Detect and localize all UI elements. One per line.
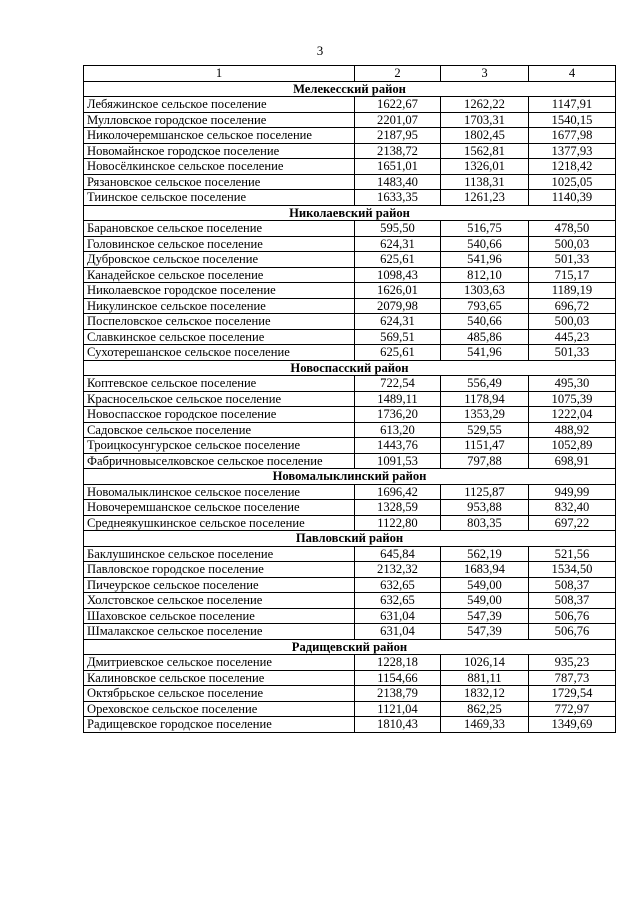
value-col-2: 1122,80 <box>355 515 441 531</box>
district-header-row <box>84 469 616 485</box>
district-name: Новоспасский район <box>84 360 616 376</box>
value-col-4: 478,50 <box>529 221 616 237</box>
value-col-4: 1222,04 <box>529 407 616 423</box>
value-col-4: 500,03 <box>529 236 616 252</box>
value-col-4: 1677,98 <box>529 128 616 144</box>
table-row <box>84 190 616 206</box>
value-col-2: 1810,43 <box>355 717 441 733</box>
district-name: Николаевский район <box>84 205 616 221</box>
value-col-2: 631,04 <box>355 624 441 640</box>
value-col-3: 1026,14 <box>441 655 529 671</box>
settlement-name: Новоспасское городское поселение <box>84 407 355 423</box>
table-row <box>84 577 616 593</box>
value-col-2: 2187,95 <box>355 128 441 144</box>
table-row <box>84 500 616 516</box>
settlement-name: Калиновское сельское поселение <box>84 670 355 686</box>
table-row <box>84 593 616 609</box>
value-col-4: 832,40 <box>529 500 616 516</box>
value-col-3: 1353,29 <box>441 407 529 423</box>
settlement-name: Тиинское сельское поселение <box>84 190 355 206</box>
value-col-3: 1125,87 <box>441 484 529 500</box>
table-row <box>84 624 616 640</box>
value-col-4: 698,91 <box>529 453 616 469</box>
value-col-4: 506,76 <box>529 624 616 640</box>
value-col-2: 1154,66 <box>355 670 441 686</box>
value-col-4: 715,17 <box>529 267 616 283</box>
settlement-name: Шмалакское сельское поселение <box>84 624 355 640</box>
value-col-3: 1138,31 <box>441 174 529 190</box>
value-col-3: 803,35 <box>441 515 529 531</box>
value-col-3: 1832,12 <box>441 686 529 702</box>
table-row <box>84 515 616 531</box>
value-col-4: 697,22 <box>529 515 616 531</box>
settlements-table <box>83 65 616 733</box>
settlement-name: Поспеловское сельское поселение <box>84 314 355 330</box>
value-col-2: 1483,40 <box>355 174 441 190</box>
table-row <box>84 686 616 702</box>
value-col-2: 1098,43 <box>355 267 441 283</box>
value-col-2: 1228,18 <box>355 655 441 671</box>
table-row <box>84 546 616 562</box>
value-col-2: 722,54 <box>355 376 441 392</box>
value-col-4: 1534,50 <box>529 562 616 578</box>
table-body <box>84 66 616 733</box>
table-header-row <box>84 66 616 82</box>
value-col-2: 1633,35 <box>355 190 441 206</box>
value-col-4: 1025,05 <box>529 174 616 190</box>
table-row <box>84 221 616 237</box>
district-name: Мелекесский район <box>84 81 616 97</box>
table-row <box>84 112 616 128</box>
value-col-4: 1218,42 <box>529 159 616 175</box>
settlement-name: Красносельское сельское поселение <box>84 391 355 407</box>
table-row <box>84 236 616 252</box>
settlement-name: Славкинское сельское поселение <box>84 329 355 345</box>
value-col-2: 1651,01 <box>355 159 441 175</box>
value-col-4: 1075,39 <box>529 391 616 407</box>
value-col-3: 547,39 <box>441 624 529 640</box>
district-name: Радищевский район <box>84 639 616 655</box>
settlement-name: Лебяжинское сельское поселение <box>84 97 355 113</box>
value-col-3: 540,66 <box>441 314 529 330</box>
value-col-3: 881,11 <box>441 670 529 686</box>
value-col-3: 549,00 <box>441 577 529 593</box>
value-col-3: 1469,33 <box>441 717 529 733</box>
settlement-name: Дмитриевское сельское поселение <box>84 655 355 671</box>
district-header-row <box>84 639 616 655</box>
value-col-3: 1802,45 <box>441 128 529 144</box>
value-col-3: 541,96 <box>441 252 529 268</box>
settlement-name: Рязановское сельское поселение <box>84 174 355 190</box>
value-col-3: 549,00 <box>441 593 529 609</box>
table-row <box>84 128 616 144</box>
table-row <box>84 391 616 407</box>
settlement-name: Новомалыклинское сельское поселение <box>84 484 355 500</box>
settlement-name: Холстовское сельское поселение <box>84 593 355 609</box>
table-row <box>84 283 616 299</box>
value-col-3: 562,19 <box>441 546 529 562</box>
value-col-3: 556,49 <box>441 376 529 392</box>
table-row <box>84 298 616 314</box>
settlement-name: Шаховское сельское поселение <box>84 608 355 624</box>
settlement-name: Новосёлкинское сельское поселение <box>84 159 355 175</box>
value-col-4: 1540,15 <box>529 112 616 128</box>
settlement-name: Мулловское городское поселение <box>84 112 355 128</box>
table-row <box>84 655 616 671</box>
column-header: 2 <box>355 66 441 82</box>
column-header: 1 <box>84 66 355 82</box>
value-col-2: 613,20 <box>355 422 441 438</box>
settlement-name: Никулинское сельское поселение <box>84 298 355 314</box>
value-col-4: 506,76 <box>529 608 616 624</box>
table-row <box>84 670 616 686</box>
value-col-4: 445,23 <box>529 329 616 345</box>
value-col-3: 1151,47 <box>441 438 529 454</box>
table-row <box>84 345 616 361</box>
value-col-2: 1489,11 <box>355 391 441 407</box>
value-col-4: 1729,54 <box>529 686 616 702</box>
value-col-2: 1736,20 <box>355 407 441 423</box>
value-col-2: 625,61 <box>355 345 441 361</box>
value-col-3: 1326,01 <box>441 159 529 175</box>
value-col-3: 547,39 <box>441 608 529 624</box>
value-col-3: 793,65 <box>441 298 529 314</box>
value-col-4: 935,23 <box>529 655 616 671</box>
settlement-name: Канадейское сельское поселение <box>84 267 355 283</box>
value-col-4: 696,72 <box>529 298 616 314</box>
district-header-row <box>84 205 616 221</box>
column-header: 3 <box>441 66 529 82</box>
value-col-4: 787,73 <box>529 670 616 686</box>
table-row <box>84 438 616 454</box>
value-col-3: 797,88 <box>441 453 529 469</box>
value-col-2: 1696,42 <box>355 484 441 500</box>
value-col-3: 541,96 <box>441 345 529 361</box>
value-col-4: 949,99 <box>529 484 616 500</box>
value-col-4: 500,03 <box>529 314 616 330</box>
value-col-3: 953,88 <box>441 500 529 516</box>
table-row <box>84 422 616 438</box>
settlement-name: Сухотерешанское сельское поселение <box>84 345 355 361</box>
table-row <box>84 608 616 624</box>
table-row <box>84 407 616 423</box>
value-col-3: 862,25 <box>441 701 529 717</box>
settlement-name: Павловское городское поселение <box>84 562 355 578</box>
value-col-3: 1178,94 <box>441 391 529 407</box>
value-col-2: 1626,01 <box>355 283 441 299</box>
table-row <box>84 314 616 330</box>
value-col-2: 595,50 <box>355 221 441 237</box>
value-col-2: 645,84 <box>355 546 441 562</box>
settlement-name: Николаевское городское поселение <box>84 283 355 299</box>
value-col-3: 1562,81 <box>441 143 529 159</box>
district-name: Новомалыклинский район <box>84 469 616 485</box>
table-row <box>84 159 616 175</box>
value-col-2: 569,51 <box>355 329 441 345</box>
value-col-2: 2138,72 <box>355 143 441 159</box>
settlement-name: Пичеурское сельское поселение <box>84 577 355 593</box>
district-header-row <box>84 360 616 376</box>
value-col-4: 1349,69 <box>529 717 616 733</box>
value-col-4: 495,30 <box>529 376 616 392</box>
district-header-row <box>84 531 616 547</box>
value-col-2: 624,31 <box>355 314 441 330</box>
table-row <box>84 484 616 500</box>
table-row <box>84 329 616 345</box>
value-col-2: 1121,04 <box>355 701 441 717</box>
value-col-4: 1052,89 <box>529 438 616 454</box>
value-col-2: 1328,59 <box>355 500 441 516</box>
table-row <box>84 562 616 578</box>
value-col-4: 508,37 <box>529 593 616 609</box>
value-col-3: 1703,31 <box>441 112 529 128</box>
district-name: Павловский район <box>84 531 616 547</box>
value-col-2: 2138,79 <box>355 686 441 702</box>
value-col-2: 632,65 <box>355 577 441 593</box>
value-col-3: 529,55 <box>441 422 529 438</box>
value-col-2: 1091,53 <box>355 453 441 469</box>
value-col-3: 1261,23 <box>441 190 529 206</box>
value-col-4: 772,97 <box>529 701 616 717</box>
value-col-2: 625,61 <box>355 252 441 268</box>
value-col-2: 624,31 <box>355 236 441 252</box>
value-col-4: 488,92 <box>529 422 616 438</box>
settlement-name: Радищевское городское поселение <box>84 717 355 733</box>
value-col-3: 1683,94 <box>441 562 529 578</box>
table-row <box>84 143 616 159</box>
value-col-3: 485,86 <box>441 329 529 345</box>
district-header-row <box>84 81 616 97</box>
settlement-name: Николочеремшанское сельское поселение <box>84 128 355 144</box>
table-row <box>84 717 616 733</box>
settlement-name: Новочеремшанское сельское поселение <box>84 500 355 516</box>
page-number: 3 <box>316 43 324 58</box>
value-col-2: 631,04 <box>355 608 441 624</box>
settlement-name: Фабричновыселковское сельское поселение <box>84 453 355 469</box>
table-row <box>84 376 616 392</box>
settlement-name: Среднеякушкинское сельское поселение <box>84 515 355 531</box>
value-col-3: 516,75 <box>441 221 529 237</box>
settlement-name: Садовское сельское поселение <box>84 422 355 438</box>
value-col-2: 632,65 <box>355 593 441 609</box>
table-row <box>84 97 616 113</box>
value-col-2: 2201,07 <box>355 112 441 128</box>
value-col-3: 540,66 <box>441 236 529 252</box>
settlement-name: Ореховское сельское поселение <box>84 701 355 717</box>
settlement-name: Коптевское сельское поселение <box>84 376 355 392</box>
table-row <box>84 252 616 268</box>
settlement-name: Головинское сельское поселение <box>84 236 355 252</box>
value-col-3: 812,10 <box>441 267 529 283</box>
settlement-name: Октябрьское сельское поселение <box>84 686 355 702</box>
value-col-4: 1377,93 <box>529 143 616 159</box>
value-col-4: 501,33 <box>529 252 616 268</box>
settlement-name: Троицкосунгурское сельское поселение <box>84 438 355 454</box>
table-row <box>84 453 616 469</box>
table-row <box>84 174 616 190</box>
value-col-3: 1303,63 <box>441 283 529 299</box>
settlement-name: Дубровское сельское поселение <box>84 252 355 268</box>
value-col-4: 501,33 <box>529 345 616 361</box>
settlement-name: Баклушинское сельское поселение <box>84 546 355 562</box>
value-col-2: 2132,32 <box>355 562 441 578</box>
value-col-4: 1189,19 <box>529 283 616 299</box>
value-col-3: 1262,22 <box>441 97 529 113</box>
settlement-name: Новомайнское городское поселение <box>84 143 355 159</box>
column-header: 4 <box>529 66 616 82</box>
settlement-name: Барановское сельское поселение <box>84 221 355 237</box>
value-col-4: 521,56 <box>529 546 616 562</box>
value-col-4: 1140,39 <box>529 190 616 206</box>
table-row <box>84 701 616 717</box>
value-col-4: 508,37 <box>529 577 616 593</box>
value-col-2: 2079,98 <box>355 298 441 314</box>
value-col-2: 1622,67 <box>355 97 441 113</box>
value-col-4: 1147,91 <box>529 97 616 113</box>
table-row <box>84 267 616 283</box>
value-col-2: 1443,76 <box>355 438 441 454</box>
